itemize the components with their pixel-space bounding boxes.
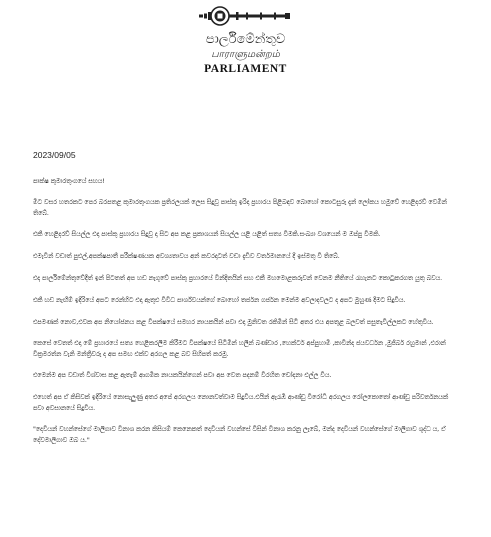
paragraph: එහෙත් අප ඒ කිසිවක් ඉදිරියේ නොසැලුණු අතර අපේ අරගලය නොනවත්වාම සිදුවිය.එයින් ඇරැඹි ආණ්ඩු විරෝධී අරගලය රෝලකොතෝ ආණ්ඩු පරිවර්තනයක් පවා අවසානයේ සිදුවිය.	[33, 394, 449, 412]
paragraph: මීට වසර හතරකට පෙර බරපතළ කුමාරතුංගයක ප්‍රතිරලයක් ලෙස සිදුවූ පාස්කු ඉරිදා ප්‍රහාරය පිළිබඳව බොහෝ කොටසුරු දැන් ලෝකය හමුවේ හෙළිදරව් වෙමින් තිබේ.	[33, 199, 447, 217]
paragraph: කෙසේ වෙතත් එදා මේ ප්‍රහාරයේ සත්‍ය හෙළිකරලීම කිරීමට විපක්ෂයේ සිටිමින් හලින් බණ්ඩාර ,හෙක්ටර් අප්පුහාමි ,කාවින්ද ජයවර්ධන ,මුජිබර් රහුමාන් ,එරාන් වික්‍රමරත්න වැනි මන්ත්‍රීවරු ද අප සමඟ එක්ව අරගල කළ බව සිහිපත් කරමු.	[33, 340, 446, 358]
paragraph: එපමණක් නොව,එවක අප නියෝජනය කළ විපක්ෂයේ සමහර නායකයින් පවා එදා මුනිවත රකිමින් සිටි අතර එය අපතුළ බලවත් පසුතැවිල්ලකට හේතුවිය.	[33, 318, 434, 326]
letter-body	[33, 177, 458, 457]
greeting: පාක්ෂ කුමාරතුංගයේ සහය!	[33, 178, 105, 185]
paragraph: එදා පාර්ලිමේන්තුවේදීත් ඉන් පිටතත් අප හඩ නැගුවේ පාස්කු ප්‍රහාරයේ වින්දිතයින් සහ එකී මහමොළකරුවන් වෙනම නීතියේ රැහැනට කොටුකරගත යුතු බවය.	[33, 274, 443, 282]
paragraph: එමෙන්ම අප වඩාත් විශ්වාස කළ ඇතැම් ආගමික නායකයින්ගෙන් පවා අප වෙත පදනම් විරහිත චෝදනා එල්ල විය.	[33, 372, 332, 380]
letter-date: 2023/09/05	[33, 150, 76, 160]
parliament-title-sinhala: පාර්ලිමේන්තුව	[205, 32, 286, 47]
parliament-title-tamil: பாராளுமன்றம்	[211, 49, 280, 60]
paragraph: එකී හඩ නැඟීම් ඉදිරියේ අපට රෙන්හිට එදා ඇතුළු විවිධ පාර්ශ්වයන්ගේ බොහෝ තර්ජන ගර්ජන මෙන්ම අවලාදවලට ද අපට මුහුණ දීමට සිදුවිය.	[33, 296, 406, 304]
parliament-mace-emblem	[186, 4, 298, 28]
parliament-title-english: PARLIAMENT	[204, 63, 287, 75]
paragraph: එකී හෙළිදරව් සියල්ල එදා පාස්කු ප්‍රහාරය සිදුවූ දා සිට අප කළ ප්‍රකාශයන් සියල්ල යළි යළිත් සත්‍ය වීමකි.සංඛ්‍යා වශයෙන් ම ඔප්පු වීමකි.	[33, 231, 381, 239]
paragraph: එමැවින් වඩාත් පුළුල්,අපක්ෂපාතී පරීක්ෂණයක අවශ්‍යතාවය අන් කවරදාටත් වඩා දැඩිව වර්තමානයේ දී ඉස්මතු වී තිබේ.	[33, 253, 340, 261]
closing-quote: "දෙවියන් වහන්සේගේ මාලිගාව විනාශ කරන කිසියම් කෙනෙකත් දෙවියන් වහන්සේ විසින් විනාශ කරනු ලැබේ, මන්ද දෙවියන් වහන්සේගේ මාලිගාව ශුද්ධ ය, ඒ දේවමාලිගාව ඔබ ය."	[33, 426, 446, 444]
